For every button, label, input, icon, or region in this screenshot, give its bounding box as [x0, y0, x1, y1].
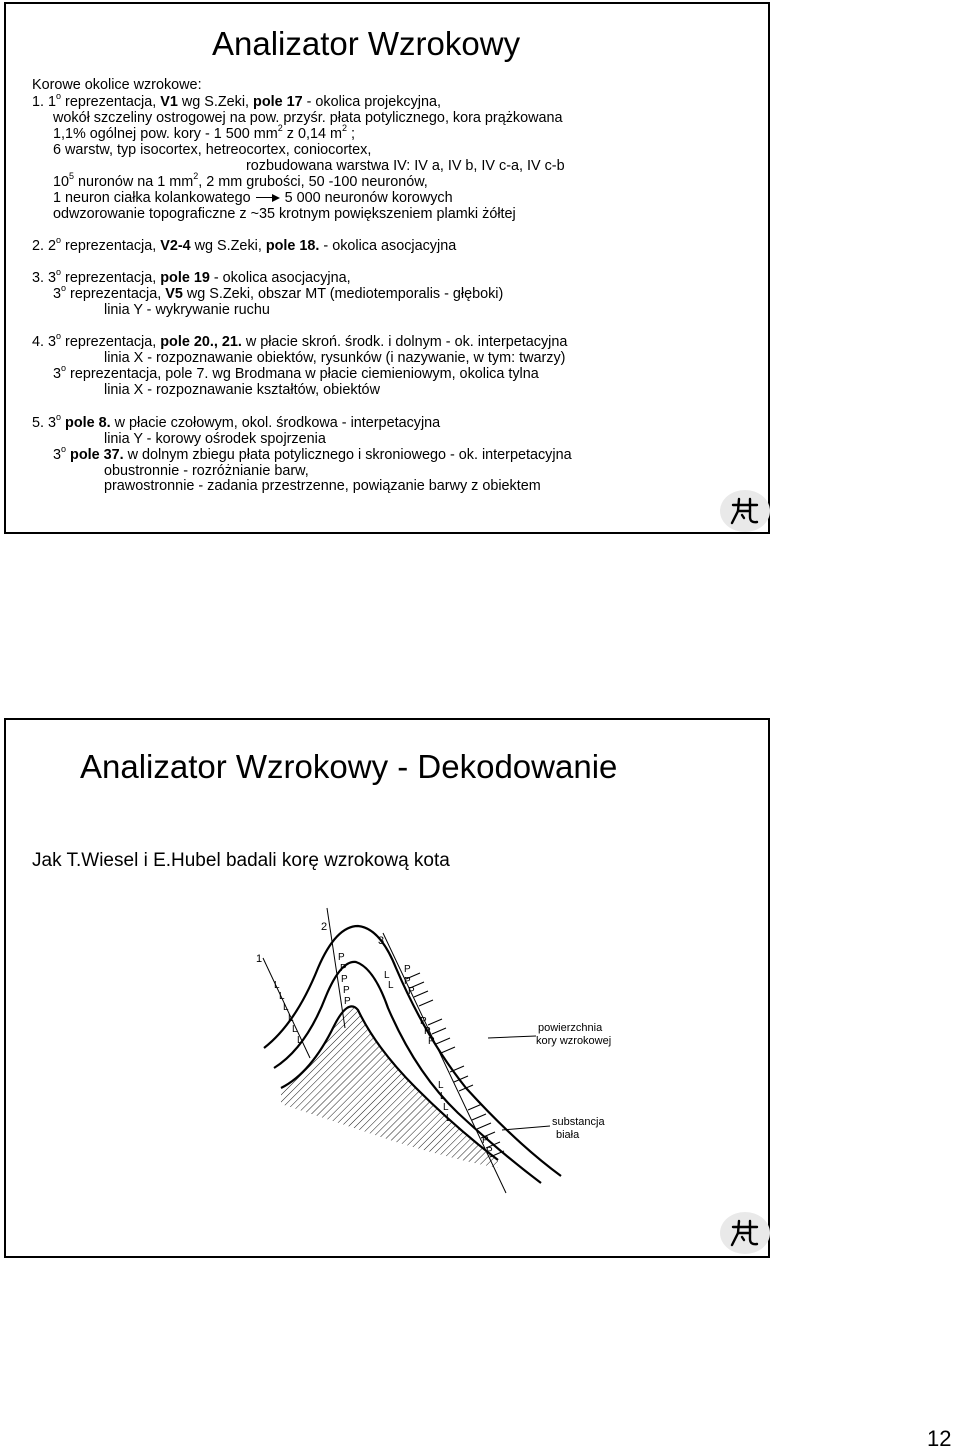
item-2-line-1: [32, 235, 457, 254]
item-2-order-sup: o: [56, 235, 62, 246]
item-2-number: 2.: [32, 238, 45, 254]
svg-text:L: L: [438, 1080, 444, 1091]
item-1-l6-b: nuronów na 1 mm: [74, 174, 194, 190]
white-matter-pointer: [502, 1126, 550, 1130]
item-3-line-3: linia Y - wykrywanie ruchu: [104, 302, 270, 318]
item-5-line-4: obustronnie - rozróżnianie barw,: [104, 463, 309, 479]
svg-text:L: L: [446, 1113, 452, 1124]
item-2-text-b: wg S.Zeki,: [190, 238, 266, 254]
item-2-text-a: reprezentacja,: [61, 238, 161, 254]
svg-text:L: L: [443, 1102, 449, 1113]
svg-text:P: P: [420, 1016, 427, 1027]
item-3-text-b: - okolica asocjacyjna,: [209, 270, 351, 286]
item-1-line-7: [53, 190, 453, 206]
svg-text:P: P: [404, 976, 411, 987]
svg-text:L: L: [384, 970, 390, 981]
item-5-line-5: prawostronnie - zadania przestrzenne, powiązanie barwy z obiektem: [104, 478, 541, 494]
slide-1-title: Analizator Wzrokowy: [212, 25, 521, 62]
cortex-surface-label-1: powierzchnia: [538, 1022, 603, 1034]
item-2-text-c: - okolica asocjacyjna: [319, 238, 457, 254]
item-1-l6-a: 10: [53, 174, 70, 190]
item-1-line-3: [53, 123, 355, 142]
slide-2-subtitle: Jak T.Wiesel i E.Hubel badali korę wzrokową kota: [32, 850, 450, 871]
item-1-bold-v1: V1: [160, 94, 178, 110]
item-3-text-a: reprezentacja,: [61, 270, 161, 286]
item-1-l6-c: , 2 mm grubości, 50 -100 neuronów,: [198, 174, 428, 190]
item-3-line-1: [32, 267, 351, 286]
item-5-order-sup: o: [56, 412, 62, 423]
svg-text:L: L: [297, 1035, 303, 1046]
item-5-bold-pole-37: pole 37.: [70, 447, 124, 463]
cortex-surface-label-2: kory wzrokowej: [536, 1035, 612, 1047]
item-4-line-2: linia X - rozpoznawanie obiektów, rysunków (i nazywanie, w tym: twarzy): [104, 350, 566, 366]
svg-text:P: P: [343, 985, 350, 996]
item-1-line-8: odwzorowanie topograficzne z ~35 krotnym powiększeniem plamki żółtej: [53, 206, 516, 222]
item-3-l2-b: reprezentacja,: [66, 286, 166, 302]
item-1-l7-b: 5 000 neuronów korowych: [280, 190, 453, 206]
item-2-order: 2: [48, 238, 57, 254]
item-5-line-3: [53, 444, 572, 463]
item-4-text-a: reprezentacja,: [61, 334, 161, 350]
slide-2: [4, 718, 770, 1258]
electrode-2-label: 2: [321, 921, 328, 933]
item-5-bold-pole: pole 8.: [65, 415, 111, 431]
svg-text:P: P: [486, 1146, 493, 1157]
intro-text: Korowe okolice wzrokowe:: [32, 77, 202, 93]
svg-text:L: L: [292, 1024, 298, 1035]
white-matter-label-2: biała: [556, 1129, 580, 1141]
item-1-l6-sup2: 2: [193, 171, 199, 182]
svg-text:P: P: [338, 952, 345, 963]
item-5-l3-sup: o: [61, 444, 67, 455]
svg-text:P: P: [424, 1026, 431, 1037]
electrode-3-label: 3: [378, 935, 385, 947]
item-1-l3-sup1: 2: [277, 123, 283, 134]
item-3-order: 3: [48, 270, 57, 286]
item-4-l3-sup: o: [61, 363, 67, 374]
item-3-l2-d: wg S.Zeki, obszar MT (mediotemporalis - głęboki): [182, 286, 504, 302]
logo-glyph-icon: [720, 490, 770, 532]
item-1-l3-c: ;: [347, 126, 355, 142]
item-2-bold-pole: pole 18.: [265, 238, 320, 254]
item-4-line-3: [53, 363, 539, 382]
item-4-l3-a: 3: [53, 366, 62, 382]
item-3-l2-sup: o: [61, 283, 67, 294]
item-2-bold-v: V2-4: [160, 238, 191, 254]
item-5-order: 3: [48, 415, 57, 431]
item-1-l3-b: z 0,14 m: [282, 126, 342, 142]
item-1-order: 1: [48, 94, 57, 110]
item-1-text-c: - okolica projekcyjna,: [302, 94, 441, 110]
svg-text:L: L: [288, 1013, 294, 1024]
logo-glyph-icon: [720, 1212, 770, 1254]
item-4-bold-pole: pole 20., 21.: [160, 334, 242, 350]
item-1-line-1: [32, 91, 441, 110]
item-4-text-b: w płacie skroń. środk. i dolnym - ok. interpetacyjna: [241, 334, 568, 350]
item-5-text-a: w płacie czołowym, okol. środkowa - interpetacyjna: [110, 415, 441, 431]
item-1-bold-pole: pole 17: [253, 94, 303, 110]
svg-text:P: P: [408, 986, 415, 997]
svg-text:L: L: [274, 980, 280, 991]
item-1-l3-sup2: 2: [341, 123, 347, 134]
item-3-number: 3.: [32, 270, 45, 286]
item-3-bold-pole: pole 19: [160, 270, 210, 286]
item-5-line-1: [32, 412, 441, 431]
item-1-l7-a: 1 neuron ciałka kolankowatego: [53, 190, 255, 206]
svg-text:P: P: [404, 964, 411, 975]
item-4-line-4: linia X - rozpoznawanie kształtów, obiektów: [104, 382, 380, 398]
item-4-l3-b: reprezentacja, pole 7. wg Brodmana w płacie ciemieniowym, okolica tylna: [66, 366, 539, 382]
svg-text:P: P: [340, 963, 347, 974]
item-1-l6-sup1: 5: [69, 171, 75, 182]
slide-1: [4, 2, 770, 534]
svg-text:P: P: [482, 1135, 489, 1146]
item-1-number: 1.: [32, 94, 45, 110]
cortex-electrode-diagram: [216, 898, 616, 1203]
item-1-line-4: 6 warstw, typ isocortex, hetreocortex, coniocortex,: [53, 142, 372, 158]
item-5-l3-a: 3: [53, 447, 62, 463]
slide-2-title: Analizator Wzrokowy - Dekodowanie: [80, 748, 618, 785]
item-1-l3-a: 1,1% ogólnej pow. kory - 1 500 mm: [53, 126, 278, 142]
item-5-l3-d: w dolnym zbiegu płata potylicznego i skroniowego - ok. interpetacyjna: [123, 447, 572, 463]
right-arrow-icon: [255, 192, 281, 204]
item-5-number: 5.: [32, 415, 45, 431]
svg-text:L: L: [283, 1002, 289, 1013]
svg-text:L: L: [388, 980, 394, 991]
item-4-line-1: [32, 331, 568, 350]
item-4-order: 3: [48, 334, 57, 350]
page-number: 12: [927, 1426, 952, 1451]
item-1-line-5: rozbudowana warstwa IV: IV a, IV b, IV c-a, IV c-b: [246, 158, 565, 174]
item-3-line-2: [53, 283, 504, 302]
item-1-order-sup: o: [56, 91, 62, 102]
svg-text:P: P: [344, 996, 351, 1007]
svg-text:P: P: [341, 974, 348, 985]
svg-text:L: L: [440, 1091, 446, 1102]
item-3-bold-v5: V5: [165, 286, 183, 302]
electrode-1-label: 1: [256, 953, 263, 965]
item-4-order-sup: o: [56, 331, 62, 342]
item-3-l2-a: 3: [53, 286, 62, 302]
item-1-line-6: [53, 171, 428, 190]
item-3-order-sup: o: [56, 267, 62, 278]
item-4-number: 4.: [32, 334, 45, 350]
svg-text:L: L: [279, 991, 285, 1002]
item-1-line-2: wokół szczeliny ostrogowej na pow. przyśr. płata potylicznego, kora prążkowana: [53, 110, 563, 126]
electrode-2-letters: [338, 952, 351, 1007]
white-matter-label-1: substancja: [552, 1116, 605, 1128]
item-1-text-b: wg S.Zeki,: [177, 94, 254, 110]
item-1-text-a: reprezentacja,: [61, 94, 161, 110]
item-5-line-2: linia Y - korowy ośrodek spojrzenia: [104, 431, 326, 447]
svg-text:P: P: [428, 1036, 435, 1047]
cortex-surface-pointer: [488, 1036, 536, 1038]
